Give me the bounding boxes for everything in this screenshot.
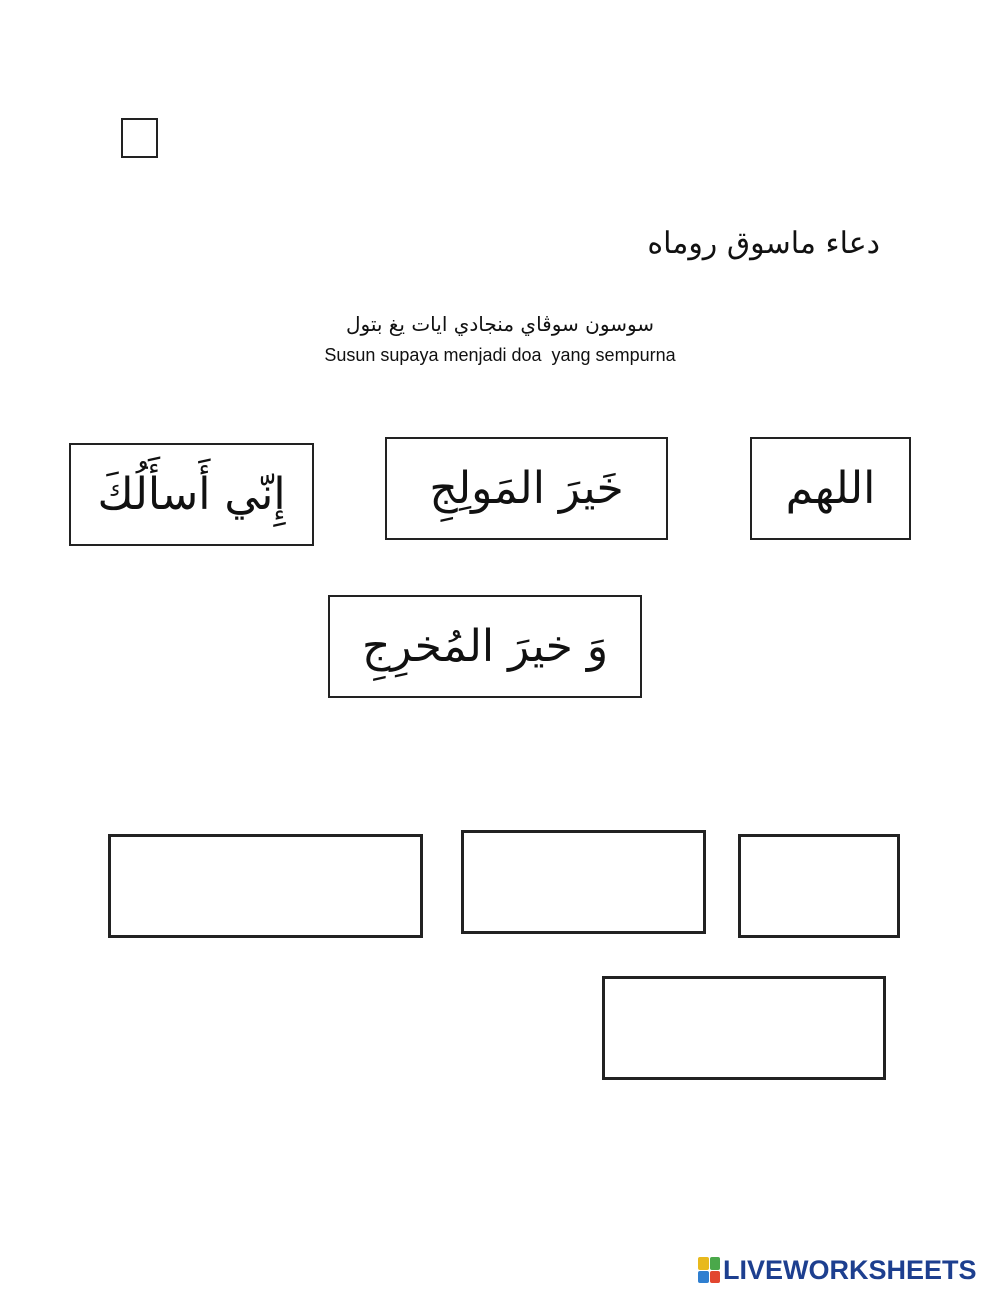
- logo-square-3: [698, 1271, 709, 1284]
- liveworksheets-text: LIVEWORKSHEETS: [723, 1254, 977, 1285]
- word-card-allahumma[interactable]: اللهم: [750, 437, 911, 540]
- logo-square-1: [698, 1257, 709, 1270]
- worksheet-title: دعاء ماسوق روماه: [647, 226, 880, 261]
- word-card-wa-khairal-makhraj[interactable]: وَ خيرَ المُخرِجِ: [328, 595, 642, 698]
- drop-box-2[interactable]: [461, 830, 706, 934]
- logo-square-2: [710, 1257, 721, 1270]
- word-card-khairal-mawlij[interactable]: خَيرَ المَولِجِ: [385, 437, 668, 540]
- liveworksheets-logo: [698, 1256, 977, 1284]
- drop-box-3[interactable]: [108, 834, 423, 938]
- liveworksheets-icon: [698, 1257, 720, 1283]
- checkbox[interactable]: [121, 118, 158, 158]
- instruction-malay: Susun supaya menjadi doa yang sempurna: [324, 345, 676, 365]
- drop-box-1[interactable]: [738, 834, 900, 938]
- word-card-inni-asaluka[interactable]: إِنّي أَسأَلُكَ: [69, 443, 314, 546]
- logo-square-4: [710, 1271, 721, 1284]
- instruction-arabic: سوسون سوڤاي منجادي ايات يغ بتول: [345, 312, 655, 336]
- drop-box-4[interactable]: [602, 976, 886, 1080]
